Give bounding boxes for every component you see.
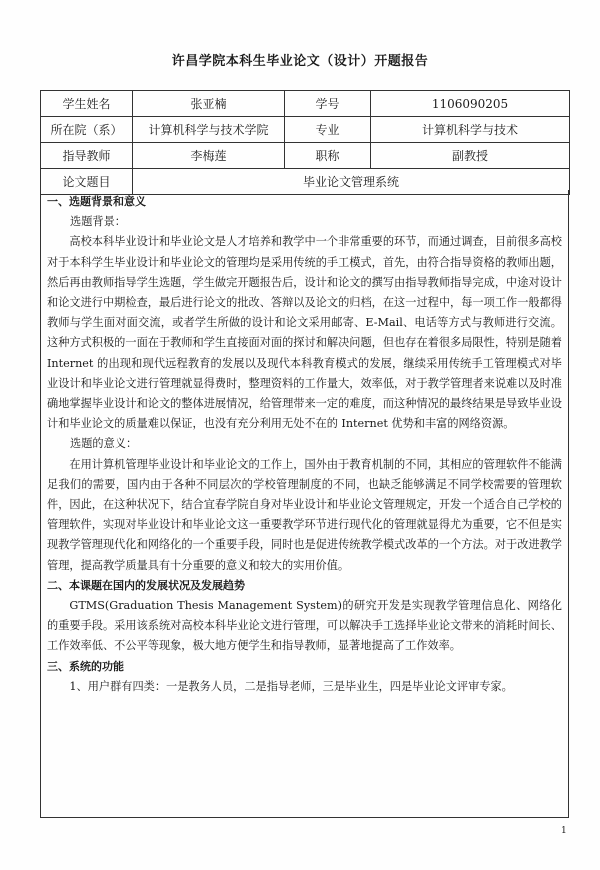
topic-value: 毕业论文管理系统 bbox=[133, 169, 570, 195]
report-content bbox=[40, 190, 569, 818]
section-heading-background: 一、选题背景和意义 bbox=[47, 195, 146, 208]
position-value: 副教授 bbox=[371, 143, 570, 169]
background-label: 选题背景： bbox=[70, 215, 126, 229]
table-row bbox=[41, 91, 570, 117]
page-title: 许昌学院本科生毕业论文（设计）开题报告 bbox=[171, 54, 429, 69]
background-paragraph: 高校本科毕业设计和毕业论文是人才培养和教学中一个非常重要的环节，而通过调查，目前很多高校对于本科学生毕业设计和毕业论文的管理均是采用传统的手工模式，首先，由符合指导资格的教师出题，然后再由教师指导学生选题，学生做完开题报告后，设计和论文的撰写由指导教师指导完成，中途对设计和论文进行中期检查，最后进行论文的批改、答辩以及论文的归档，在这一过程中，每一项工作一般都得教师与学生面对面交流，或者学生所做的设计和论文采用邮寄、E-Mail、电话等方式与教师进行交流。这种方式积极的一面在于教师和学生直接面对面的探讨和解决问题，但也存在着很多局限性，特别是随着 Internet 的出现和现代远程教育的发展以及现代本科教育模式的发展，继续采用传统手工管理模式对毕业设计和毕业论文进行管理就显得费时，整理资料的工作量大，效率低，对于教学管理者来说难以及时准确地掌握毕业设计和论文的整体进展情况，给管理带来一定的难度，而这种情况的最终结果是导致毕业设计和毕业论文的质量难以保证，也没有充分利用无处不在的 Internet 优势和丰富的网络资源。 bbox=[47, 235, 562, 431]
college-value: 计算机科学与技术学院 bbox=[133, 117, 285, 143]
college-label: 所在院（系） bbox=[41, 117, 133, 143]
section-heading-development: 二、本课题在国内的发展状况及发展趋势 bbox=[47, 578, 245, 592]
advisor-value: 李梅莲 bbox=[133, 143, 285, 169]
functions-paragraph: 1、用户群有四类：一是教务人员，二是指导老师，三是毕业生，四是毕业论文评审专家。 bbox=[69, 679, 513, 693]
topic-label: 论文题目 bbox=[41, 169, 133, 195]
student-name-label: 学生姓名 bbox=[41, 91, 133, 117]
position-label: 职称 bbox=[285, 143, 371, 169]
section-heading-functions: 三、系统的功能 bbox=[47, 659, 124, 673]
student-id-value: 1106090205 bbox=[371, 91, 570, 117]
major-label: 专业 bbox=[285, 117, 371, 143]
table-row bbox=[41, 143, 570, 169]
student-id-label: 学号 bbox=[285, 91, 371, 117]
page-number: 1 bbox=[561, 826, 567, 836]
major-value: 计算机科学与技术 bbox=[371, 117, 570, 143]
significance-label: 选题的意义： bbox=[70, 437, 138, 451]
student-name-value: 张亚楠 bbox=[133, 91, 285, 117]
table-row bbox=[41, 117, 570, 143]
info-table bbox=[40, 90, 570, 195]
advisor-label: 指导教师 bbox=[41, 143, 133, 169]
development-paragraph: GTMS(Graduation Thesis Management System)的研究开发是实现教学管理信息化、网络化的重要手段。采用该系统对高校本科毕业论文进行管理，可以解决手工选择毕业论文带来的消耗时间长、工作效率低、不公平等现象，极大地方便学生和指导教师，显著地提高了工作效率。 bbox=[47, 599, 562, 653]
significance-paragraph: 在用计算机管理毕业设计和毕业论文的工作上，国外由于教育机制的不同，其相应的管理软件不能满足我们的需要，国内由于各种不同层次的学校管理制度的不同，也缺乏能够满足不同学校需要的管理软件，因此，在这种状况下，结合宜春学院自身对毕业设计和毕业论文管理规定，开发一个适合自己学校的管理软件，实现对毕业设计和毕业论文这一重要教学环节进行现代化的管理就显得尤为重要，它不但是实现教学管理现代化和网络化的一个重要手段，同时也是促进传统教学模式改革的一个方法。对于改进教学管理，提高教学质量具有十分重要的意义和较大的实用价值。 bbox=[47, 457, 562, 572]
